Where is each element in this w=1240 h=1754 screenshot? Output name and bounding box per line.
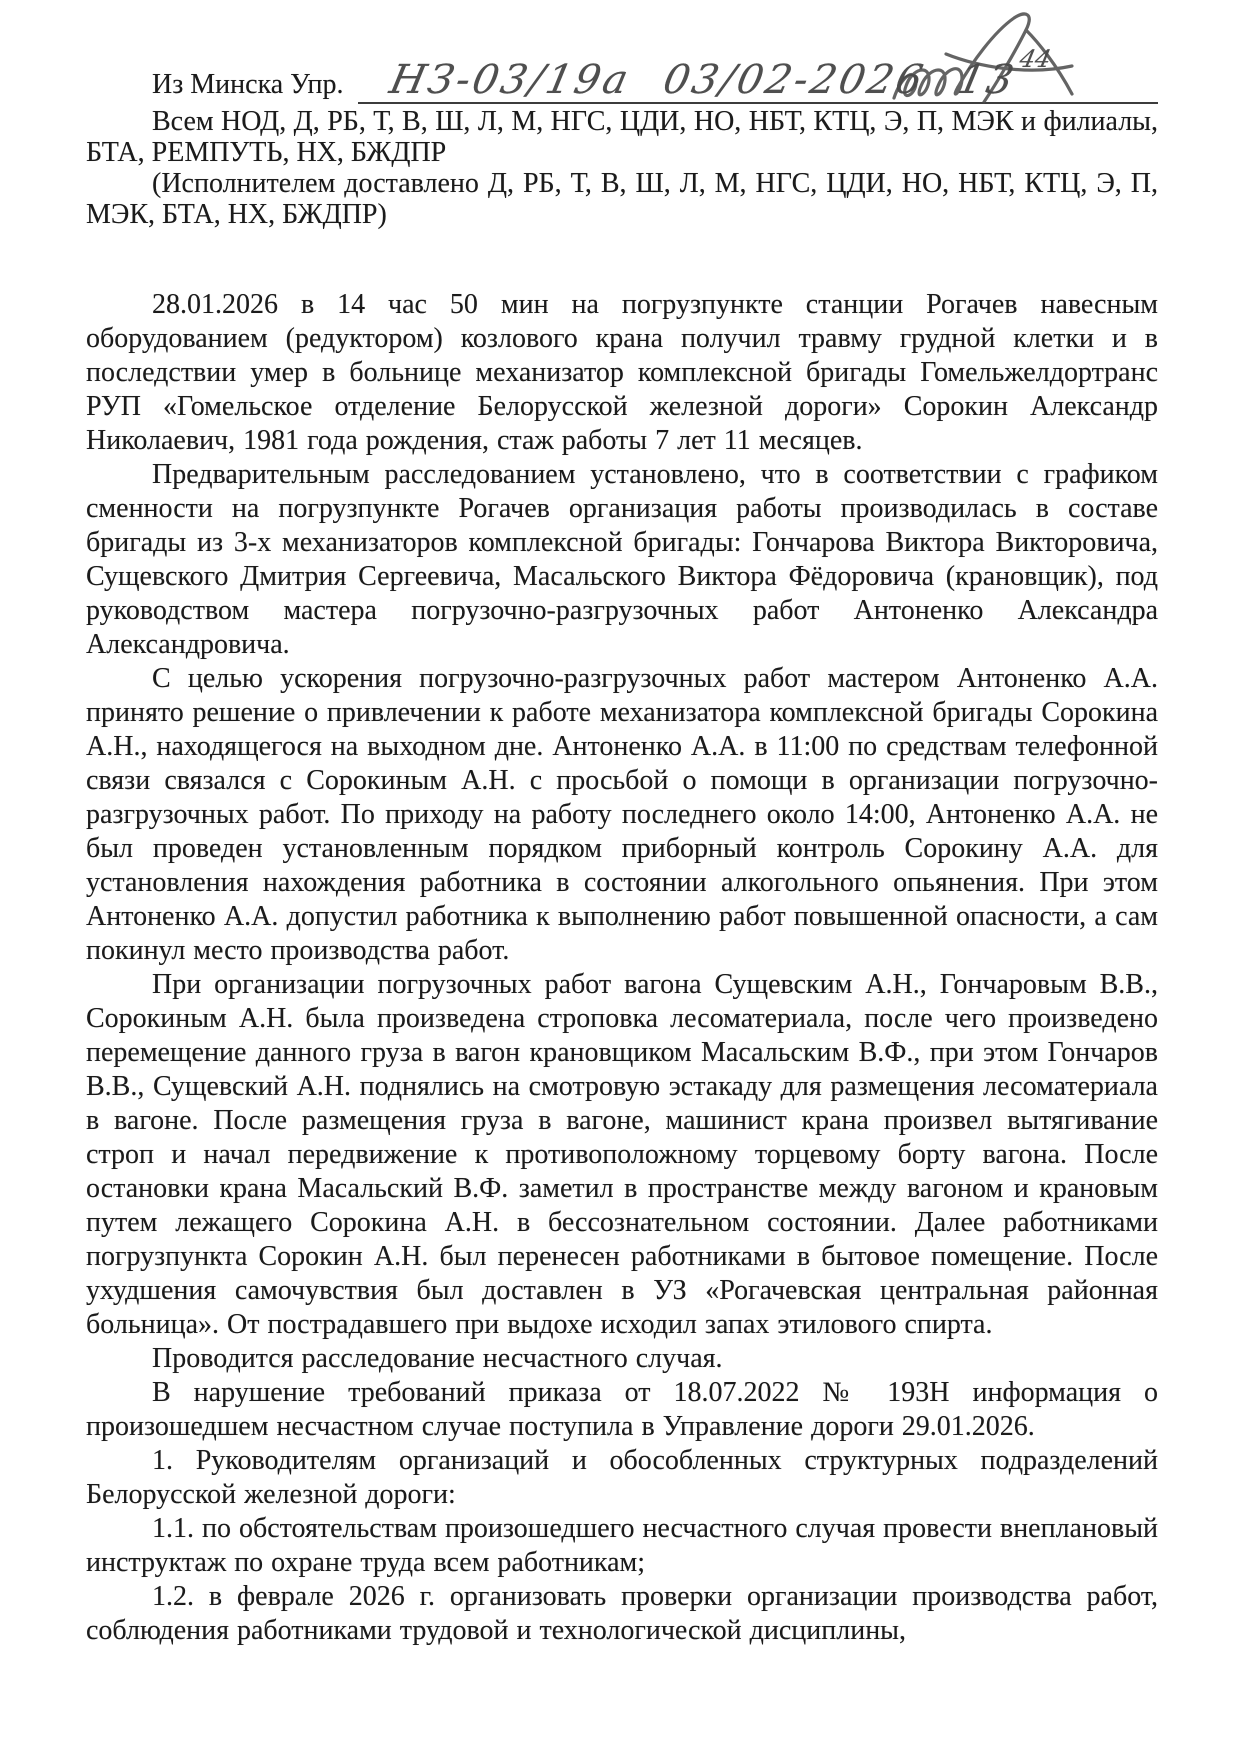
paragraph: Проводится расследование несчастного случая. bbox=[152, 1343, 723, 1374]
paragraph: В нарушение требований приказа от 18.07.2022 № 193Н информация о произошедшем несчастном случае поступила в Управление дороги 29.01.2026. bbox=[86, 1377, 1158, 1442]
handwritten-date: 03/02-2026 bbox=[658, 57, 930, 103]
paragraph: При организации погрузочных работ вагона Сущевским А.Н., Гончаровым В.В., Сорокиным А.Н. была произведена строповка лесоматериала, после чего произведено перемещение данного груза в вагон крановщиком Масальским В.Ф., при этом Гончаров В.В., Сущевский А.Н. поднялись на смотровую эстакаду для размещения лесоматериала в вагоне. После размещения груза в вагоне, машинист крана произвел вытягивание строп и начал передвижение к противоположному торцевому борту вагона. После остановки крана Масальский В.Ф. заметил в пространстве между вагоном и крановым путем лежащего Сорокина А.Н. в бессознательном состоянии. Далее работниками погрузпункта Сорокин А.Н. был перенесен работниками в бытовое помещение. После ухудшения самочувствия был доставлен в УЗ «Рогачевская центральная районная больница». От пострадавшего при выдохе исходил запах этилового спирта. bbox=[86, 969, 1158, 1340]
handwritten-registration-text bbox=[358, 37, 1055, 102]
handwritten-time-minutes: 44 bbox=[1016, 45, 1054, 73]
origin-prefix-label: Из Минска Упр. bbox=[152, 69, 344, 100]
paragraph: 1.1. по обстоятельствам произошедшего несчастного случая провести внеплановый инструктаж по охране труда всем работникам; bbox=[86, 1513, 1158, 1578]
document-body bbox=[86, 288, 1158, 1648]
addressees-line: Всем НОД, Д, РБ, Т, В, Ш, Л, М, НГС, ЦДИ, НО, НБТ, КТЦ, Э, П, МЭК и филиалы, БТА, РЕМПУТЬ, НХ, БЖДПР bbox=[86, 106, 1158, 168]
paragraph: С целью ускорения погрузочно-разгрузочных работ мастером Антоненко А.А. принято решение о привлечении к работе механизатора комплексной бригады Сорокина А.Н., находящегося на выходном дне. Антоненко А.А. в 11:00 по средствам телефонной связи связался с Сорокиным А.Н. с просьбой о помощи в организации погрузочно-разгрузочных работ. По приходу на работу последнего около 14:00, Антоненко А.А. не был проведен установленным порядком приборный контроль Сорокину А.А. для установления нахождения работника в состоянии алкогольного опьянения. При этом Антоненко А.А. допустил работника к выполнению работ повышенной опасности, а сам покинул место производства работ. bbox=[86, 663, 1158, 966]
telegram-header bbox=[86, 45, 1158, 230]
handwritten-time: 13 bbox=[953, 57, 1021, 103]
handwritten-registration-number: НЗ-03/19а bbox=[385, 57, 635, 103]
paragraph: 1.2. в феврале 2026 г. организовать проверки организации производства работ, соблюдения работниками трудовой и технологической дисциплины, bbox=[86, 1581, 1158, 1646]
delivered-note-line: (Исполнителем доставлено Д, РБ, Т, В, Ш, Л, М, НГС, ЦДИ, НО, НБТ, КТЦ, Э, П, МЭК, БТА, НХ, БЖДПР) bbox=[86, 168, 1158, 230]
paragraph: Предварительным расследованием установлено, что в соответствии с графиком сменности на погрузпункте Рогачев организация работы производилась в составе бригады из 3-х механизаторов комплексной бригады: Гончарова Виктора Викторовича, Сущевского Дмитрия Сергеевича, Масальского Виктора Фёдоровича (крановщик), под руководством мастера погрузочно-разгрузочных работ Антоненко Александра Александровича. bbox=[86, 459, 1158, 660]
handwritten-registration-area bbox=[358, 45, 1158, 104]
origin-line bbox=[86, 45, 1158, 106]
paragraph: 1. Руководителям организаций и обособленных структурных подразделений Белорусской железной дороги: bbox=[86, 1445, 1158, 1510]
paragraph: 28.01.2026 в 14 час 50 мин на погрузпункте станции Рогачев навесным оборудованием (редуктором) козлового крана получил травму грудной клетки и в последствии умер в больнице механизатор комплексной бригады Гомельжелдортранс РУП «Гомельское отделение Белорусской железной дороги» Сорокин Александр Николаевич, 1981 года рождения, стаж работы 7 лет 11 месяцев. bbox=[86, 289, 1158, 456]
